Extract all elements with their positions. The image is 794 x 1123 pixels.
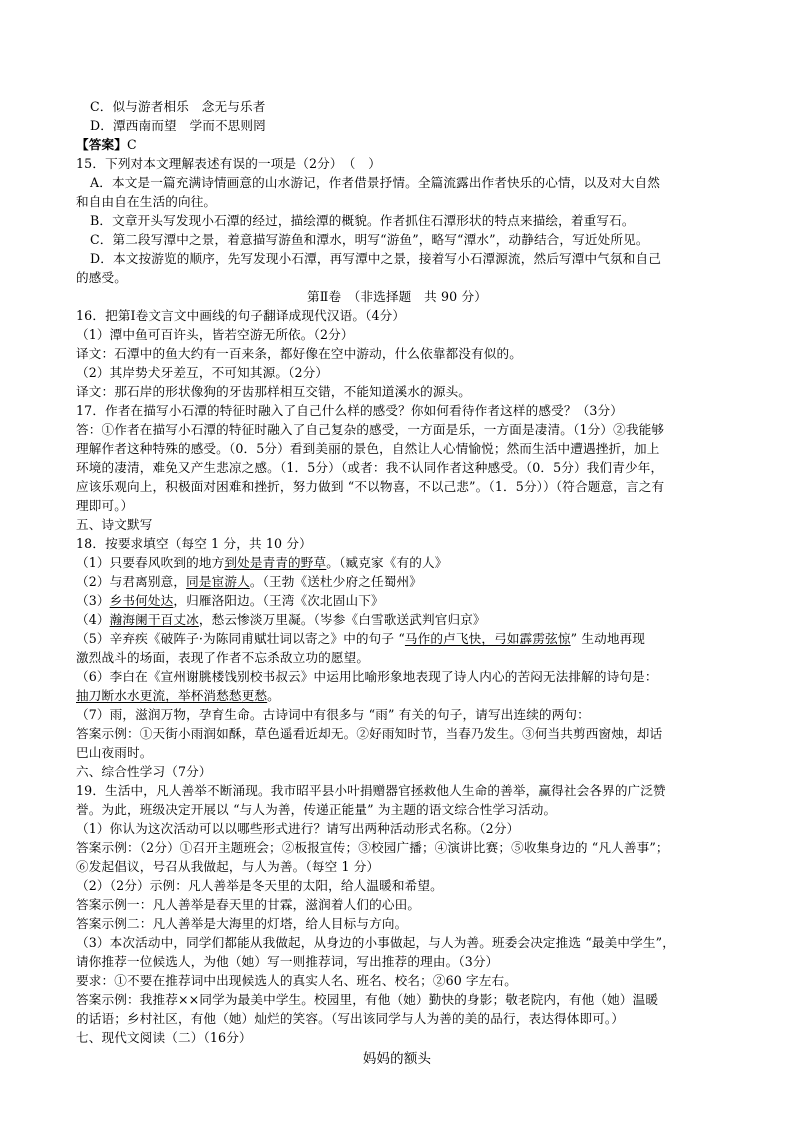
fill-answer: 同是宦游人 <box>186 574 250 589</box>
q18-item-7-answer-line2: 巴山夜雨时。 <box>76 745 153 760</box>
fill-answer: 马作的卢飞快，弓如霹雳弦惊 <box>404 631 571 646</box>
fill-answer: 到处是青青的野草 <box>224 555 327 570</box>
section-five-heading: 五、诗文默写 <box>76 517 153 532</box>
q19-part-1-answer-line2: ⑥发起倡议，号召从我做起，与人为善。（每空 1 分） <box>76 859 380 874</box>
section-title-part2: 第Ⅱ卷 （非选择题 共 90 分） <box>307 289 487 304</box>
q16-translation-1: 译文：石潭中的鱼大约有一百来条，都好像在空中游动，什么依靠都没有似的。 <box>76 346 523 361</box>
q17-answer-line4: 应该乐观向上，积极面对困难和挫折，努力做到 “不以物喜，不以己悲”。（1．5分））（符合题意，言之有 <box>76 479 665 494</box>
q18-item-3: （3）乡书何处达，归雁洛阳边。（王湾《次北固山下》 <box>76 593 384 608</box>
q19-part-3-line2: 请你推荐一位候选人，为他（她）写一则推荐词，写出推荐的理由。（3分） <box>76 954 499 969</box>
q15-option-c: C．第二段写潭中之景，着意描写游鱼和潭水，明写“游鱼”，略写“潭水”，动静结合，写近处所见。 <box>90 232 649 247</box>
answer-value: C <box>126 137 137 152</box>
q19-part-3-answer-line1: 答案示例：我推荐××同学为最美中学生。校园里，有他（她）勤快的身影；敬老院内，有他（她）温暖 <box>76 992 659 1007</box>
question-19-line1: 19．生活中，凡人善举不断涌现。我市昭平县小叶捐赠器官拯救他人生命的善举，赢得社会各界的广泛赞 <box>76 783 666 798</box>
q17-answer-line5: 理即可。） <box>76 498 134 513</box>
question-17: 17．作者在描写小石潭的特征时融入了自己什么样的感受？你如何看待作者这样的感受？（3分） <box>76 403 623 418</box>
q15-option-a-line1: A．本文是一篇充满诗情画意的山水游记，作者借景抒情。全篇流露出作者快乐的心情，以及对大自然 <box>90 175 660 190</box>
q15-option-b: B．文章开头写发现小石潭的经过，描绘潭的概貌。作者抓住石潭形状的特点来描绘，着重写石。 <box>90 213 635 228</box>
q18-item-6-line1: （6）李白在《宣州谢朓楼饯别校书叔云》中运用比喻形象地表现了诗人内心的苦闷无法排解的诗句是： <box>76 669 658 684</box>
question-19-line2: 誉。为此，班级决定开展以 “与人为善，传递正能量” 为主题的语文综合性学习活动。 <box>76 802 557 817</box>
q19-part-2: （2）（2分）示例：凡人善举是冬天里的太阳，给人温暖和希望。 <box>76 878 443 893</box>
fill-answer: 乡书何处达 <box>109 593 174 608</box>
q16-translation-2: 译文：那石岸的形状像狗的牙齿那样相互交错，不能知道溪水的源头。 <box>76 384 472 399</box>
q15-option-d-line1: D．本文按游览的顺序，先写发现小石潭，再写潭中之景，接着写小石潭源流，然后写潭中气氛和自己 <box>90 251 661 266</box>
q18-item-5-line1: （5）辛弃疾《破阵子·为陈同甫赋壮词以寄之》中的句子 “马作的卢飞快，弓如霹雳弦惊” 生动地再现 <box>76 631 646 646</box>
q18-item-1: （1）只要春风吹到的地方到处是青青的野草。（臧克家《有的人》 <box>76 555 448 570</box>
q18-item-5-line2: 激烈战斗的场面，表现了作者不忘杀敌立功的愿望。 <box>76 650 370 665</box>
q19-part-2-answer-1: 答案示例一：凡人善举是春天里的甘霖，滋润着人们的心田。 <box>76 897 421 912</box>
q19-part-3-line1: （3）本次活动中，同学们都能从我做起，从身边的小事做起，与人为善。班委会决定推选 “最美中学生”， <box>76 935 675 950</box>
q18-item-2: （2）与君离别意，同是宦游人。（王勃《送杜少府之任蜀州》 <box>76 574 422 589</box>
fill-answer: 瀚海阑干百丈冰 <box>109 612 199 627</box>
section-seven-heading: 七、现代文阅读（二）（16分） <box>76 1030 252 1045</box>
fill-answer: 抽刀断水水更流，举杯消愁愁更愁 <box>76 688 268 703</box>
q19-part-3-answer-line2: 的话语；乡村社区，有他（她）灿烂的笑容。（写出该同学与人为善的美的品行，表达得体即可。） <box>76 1011 625 1026</box>
option-d-line: D．潭西南而望 学而不思则罔 <box>90 118 266 133</box>
q16-sentence-2: （2）其岸势犬牙差互，不可知其源。（2分） <box>76 365 329 380</box>
question-15: 15．下列对本文理解表述有误的一项是（2分） （ ） <box>76 156 381 171</box>
q16-sentence-1: （1）潭中鱼可百许头，皆若空游无所依。（2分） <box>76 327 354 342</box>
q19-part-1: （1）你认为这次活动可以以哪些形式进行？请写出两种活动形式名称。（2分） <box>76 821 520 836</box>
question-16: 16．把第Ⅰ卷文言文中画线的句子翻译成现代汉语。（4分） <box>76 308 406 323</box>
q19-part-3-requirement: 要求：①不要在推荐词中出现候选人的真实人名、班名、校名；②60 字左右。 <box>76 973 518 988</box>
option-c-line: C．似与游者相乐 念无与乐者 <box>90 99 266 114</box>
q15-option-d-line2: 的感受。 <box>76 270 127 285</box>
q15-option-a-line2: 和自由自在生活的向往。 <box>76 194 217 209</box>
q18-item-6-line2: 抽刀断水水更流，举杯消愁愁更愁。 <box>76 688 280 703</box>
q19-part-1-answer-line1: 答案示例：（2分）①召开主题班会；②板报宣传；③校园广播；④演讲比赛；⑤收集身边的 “凡人善事”； <box>76 840 669 855</box>
q18-item-4: （4）瀚海阑干百丈冰，愁云惨淡万里凝。（岑参《白雪歌送武判官归京》 <box>76 612 486 627</box>
answer-line-14 <box>76 135 726 155</box>
section-six-heading: 六、综合性学习（7分） <box>76 764 212 779</box>
article-title: 妈妈的额头 <box>362 1051 432 1067</box>
q18-item-7: （7）雨，滋润万物，孕育生命。古诗词中有很多与 “雨” 有关的句子，请写出连续的两句： <box>76 707 590 722</box>
q17-answer-line1: 答：①作者在描写小石潭的特征时融入了自己复杂的感受，一方面是乐，一方面是凄清。（1分）②我能够 <box>76 422 665 437</box>
q17-answer-line3: 环境的凄清，难免又产生悲凉之感。（1．5分）（或者：我不认同作者这种感受。（0．5分）我们青少年， <box>76 460 664 475</box>
q18-item-7-answer-line1: 答案示例：①天街小雨润如酥，草色遥看近却无。②好雨知时节，当春乃发生。③何当共剪西窗烛，却话 <box>76 726 663 741</box>
answer-tag: 【答案】 <box>76 137 127 152</box>
q19-part-2-answer-2: 答案示例二：凡人善举是大海里的灯塔，给人目标与方向。 <box>76 916 408 931</box>
q17-answer-line2: 理解作者这种特殊的感受。（0．5分）看到美丽的景色，自然让人心情愉悦；然而生活中遭遇挫折，加上 <box>76 441 660 456</box>
question-18: 18．按要求填空（每空 1 分，共 10 分） <box>76 536 312 551</box>
